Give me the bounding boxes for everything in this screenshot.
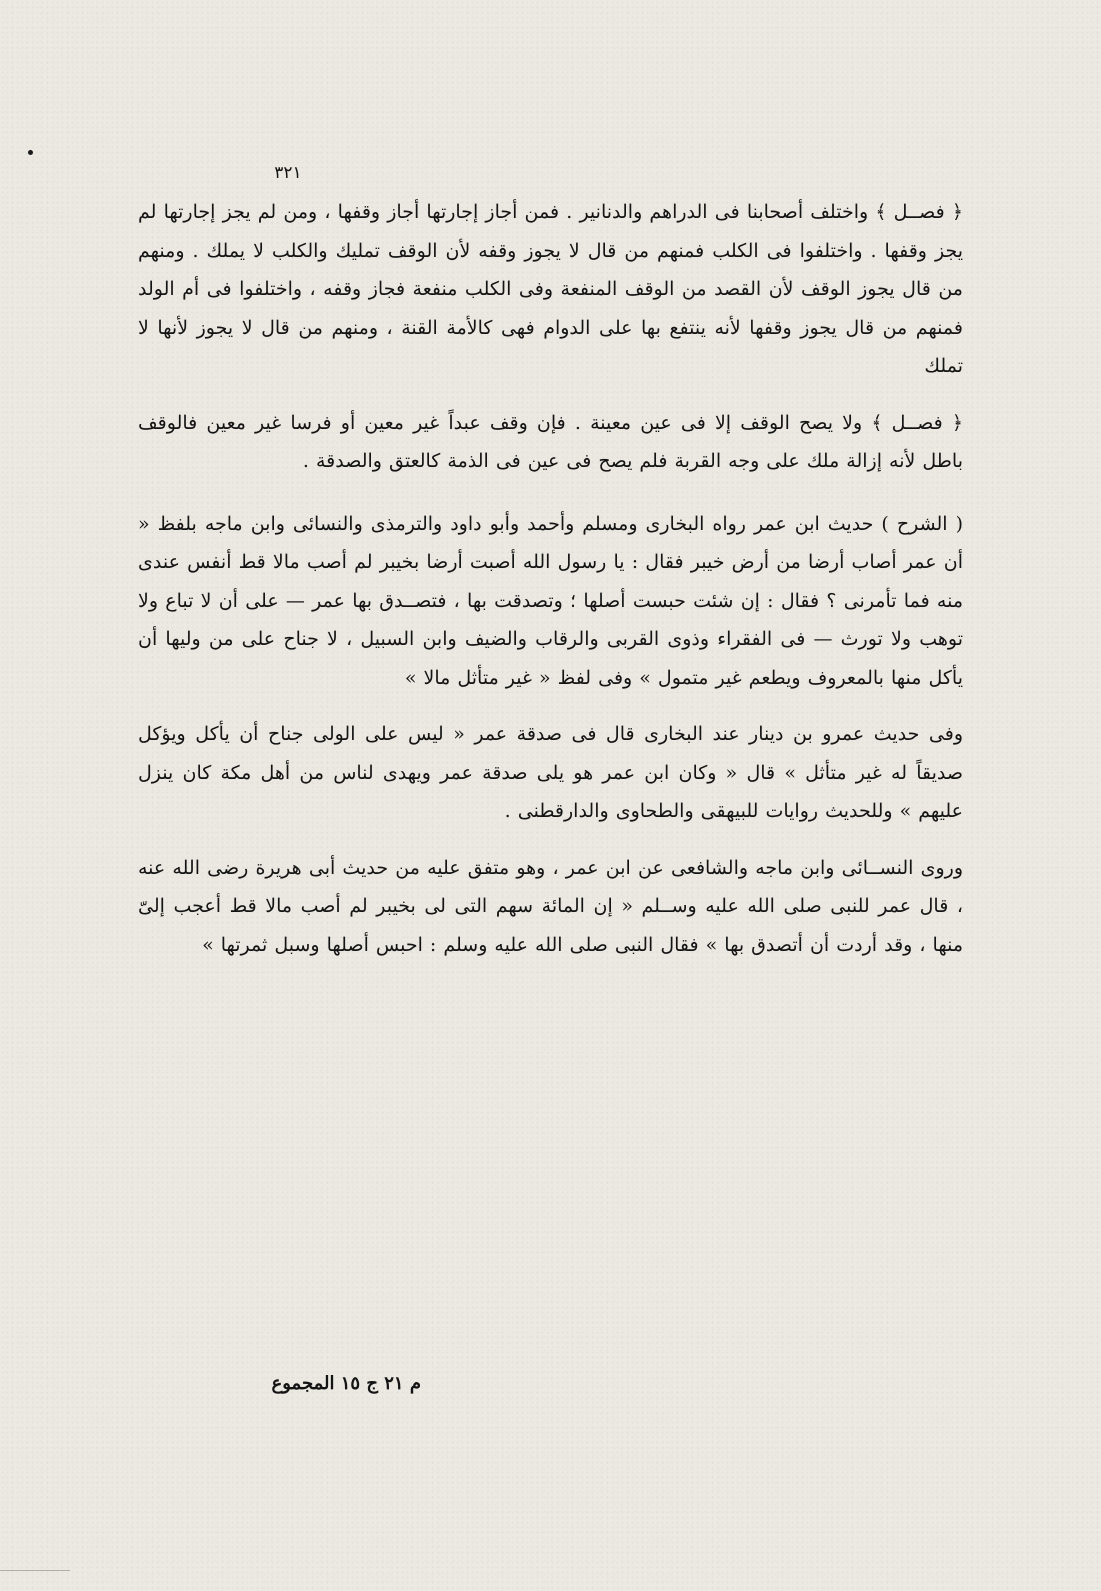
main-text-block [138, 193, 963, 964]
page-number: ٣٢١ [274, 163, 302, 183]
paragraph-amr-ibn-dinar: وفى حديث عمرو بن دينار عند البخارى قال فى صدقة عمر « ليس على الولى جناح أن يأكل ويؤكل صديقاً له غير متأثل » قال « وكان ابن عمر هو يلى صدقة عمر ويهدى لناس من أهل مكة كان ينزل عليهم » وللحديث روايات للبيهقى والطحاوى والدارقطنى . [138, 723, 963, 822]
scan-edge [0, 1570, 70, 1591]
paragraph-sharh: ( الشرح ) حديث ابن عمر رواه البخارى ومسلم وأحمد وأبو داود والترمذى والنسائى وابن ماجه بلفظ « أن عمر أصاب أرضا من أرض خيبر فقال : يا رسول الله أصبت أرضا بخيبر لم أصب مالا قط أنفس عندى منه فما تأمرنى ؟ فقال : إن شئت حبست أصلها ؛ وتصدقت بها ، فتصــدق بها عمر — على أن لا تباع ولا توهب ولا تورث — فى الفقراء وذوى القربى والرقاب والضيف وابن السبيل ، لا جناح على من وليها أن يأكل منها بالمعروف ويطعم غير متمول » وفى لفظ « غير متأثل مالا » [138, 512, 963, 689]
paragraph-fasl-dirhams: ﴿ فصــل ﴾ واختلف أصحابنا فى الدراهم والدنانير . فمن أجاز إجارتها أجاز وقفها ، ومن لم يجز إجارتها لم يجز وقفها . واختلفوا فى الكلب فمنهم من قال لا يجوز وقفه لأن الوقف تمليك والكلب لا يملك . ومنهم من قال يجوز الوقف لأن القصد من الوقف المنفعة وفى الكلب منفعة فجاز وقفه ، واختلفوا فى أم الولد فمنهم من قال يجوز وقفها لأنه ينتفع بها على الدوام فهى كالأمة القنة ، ومنهم من قال لا يجوز لأنها لا تملك [138, 201, 963, 377]
paragraph-nasai-ibn-majah: وروى النســائى وابن ماجه والشافعى عن ابن عمر ، وهو متفق عليه من حديث أبى هريرة رضى الله عنه ، قال عمر للنبى صلى الله عليه وســلم « إن المائة سهم التى لى بخيبر لم أصب مالا قط أعجب إلىّ منها ، وقد أردت أن أتصدق بها » فقال النبى صلى الله عليه وسلم : احبس أصلها وسبل ثمرتها » [138, 856, 963, 956]
ink-dot [28, 150, 33, 155]
paragraph-fasl-ayn-muayyana: ﴿ فصــل ﴾ ولا يصح الوقف إلا فى عين معينة . فإن وقف عبداً غير معين أو فرسا غير معين فالوقف باطل لأنه إزالة ملك على وجه القربة فلم يصح فى عين فى الذمة كالعتق والصدقة . [138, 411, 963, 472]
signature-footer: م ٢١ ج ١٥ المجموع [271, 1373, 421, 1394]
